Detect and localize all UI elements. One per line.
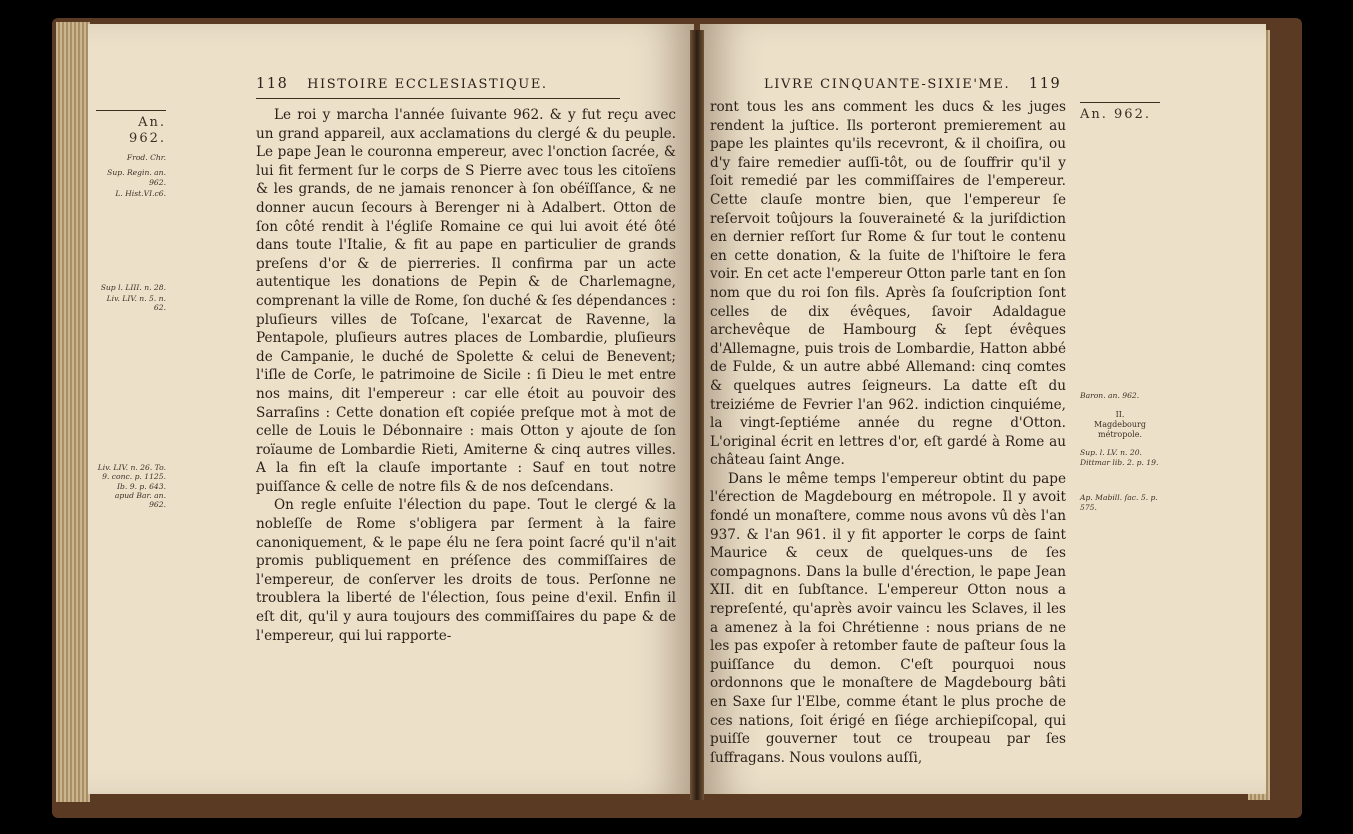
margin-note: L. Hist.VI.c6. (115, 189, 166, 199)
left-running-header (256, 76, 548, 92)
margin-note: Ap. Mabill. ſac. 5. p. 575. (1080, 493, 1158, 512)
left-year-label: An. 962. (96, 110, 166, 147)
left-body-text (256, 106, 676, 645)
margin-note: Liv. LIV. n. 5. n. 62. (106, 294, 166, 313)
margin-note: Frod. Chr. (126, 153, 166, 162)
right-running-header (764, 76, 1061, 92)
left-page (88, 24, 694, 794)
left-page-number: 118 (256, 76, 289, 92)
page-edges-left (56, 22, 90, 802)
book-gutter (690, 30, 704, 800)
paragraph: On regle enſuite l'élection du pape. Tout le clergé & la nobleſſe de Rome s'obligera par ſerment à la faire canoniquement, & le pape élu ne ſera point ſacré qu'il n'ait promis publiquement en préſence des commiſſaires de l'empereur, de conſerver les droits de tous. Perſonne ne troublera la liberté de l'élection, ſous peine d'exil. Enfin il eſt dit, qu'il y aura toujours des commiſſaires du pape & de l'empereur, qui lui rapporte- (256, 497, 676, 644)
margin-note: Liv. LIV. n. 26. To. 9. conc. p. 1125. Ib. 9. p. 643. apud Bar. an. 962. (97, 462, 166, 510)
margin-note: Sup. Regin. an. 962. (107, 168, 166, 187)
margin-note: Baron. an. 962. (1080, 391, 1140, 400)
right-year-label: An. 962. (1080, 102, 1160, 123)
right-running-title: LIVRE CINQUANTE-SIXIE'ME. (764, 77, 1011, 92)
section-title: Magdebourg métropole. (1094, 420, 1146, 440)
left-running-title: HISTOIRE ECCLESIASTIQUE. (307, 77, 548, 92)
right-body-text (710, 98, 1066, 767)
margin-note: Sup. l. LV. n. 20. Dittmar lib. 2. p. 19. (1080, 448, 1159, 467)
paragraph: Dans le même temps l'empereur obtint du pape l'érection de Magdebourg en métropole. Il y avoit fondé un monaſtere, comme nous avons vû dès l'an 937. & l'an 961. il y fit apporter le corps de ſaint Maurice & ceux de quelques-uns de ſes compagnons. Dans la bulle d'érection, le pape Jean XII. dit en ſubſtance. L'empereur Otton nous a repreſenté, qu'après avoir vaincu les Sclaves, il les a amenez à la foi Chrétienne : nous prians de ne les pas expoſer à retomber faute de paſteur ſous la puiſſance du demon. C'eſt pourquoi nous ordonnons que le monaſtere de Magdebourg bâti en Saxe ſur l'Elbe, comme étant le plus proche de ces nations, ſoit érigé en ſiége archiepiſcopal, qui puiſſe gouverner tout ce troupeau par ſes ſuffragans. Nous voulons auſſi, (710, 470, 1066, 766)
right-margin-notes (1080, 102, 1160, 512)
paragraph: Le roi y marcha l'année ſuivante 962. & y fut reçu avec un grand appareil, aux acclamations du clergé & du peuple. Le pape Jean le couronna empereur, avec l'onction ſacrée, & lui fit ferment ſur le corps de S Pierre avec tous les citoïens & les grands, de ne jamais renoncer à ſon obéïſſance, & ne donner aucun ſecours à Berenger ni à Adalbert. Otton de ſon côté rendit à l'égliſe Romaine ce qui lui avoit été ôté dans toute l'Italie, & fit au pape en particulier de grands preſens d'or & de pierreries. Il confirma par un acte autentique les donations de Pepin & de Charlemagne, comprenant la ville de Rome, ſon duché & ſes dépendances : pluſieurs villes de Toſcane, l'exarcat de Ravenne, la Pentapole, pluſieurs autres places de Lombardie, pluſieurs de Campanie, le duché de Spolette & celui de Benevent; l'iſle de Corſe, le patrimoine de Sicile : ſi Dieu le met entre nos mains, dit l'empereur : car elle étoit au pouvoir des Sarraſins : Cette donation eſt copiée preſque mot à mot de celle de Louis le Débonnaire : mais Otton y ajoute de ſon roïaume de Lombardie Rieti, Amiterne & cinq autres villes. A la fin eſt la clauſe importante : Sauf en tout notre puiſſance & celle de notre fils & de nos deſcendans. (256, 107, 676, 495)
right-page (700, 24, 1266, 794)
paragraph: ront tous les ans comment les ducs & les juges rendent la juſtice. Ils porteront premierement au pape les plaintes qu'ils recevront, & il choiſira, ou d'y faire remedier auſſi-tôt, ou de ſouffrir qu'il y ſoit remedié par les commiſſaires de l'empereur. Cette clauſe montre bien, que l'empereur ſe reſervoit toûjours la ſouveraineté & la juriſdiction en dernier reſſort ſur Rome & ſur tout le contenu en cette donation, & la ſuite de l'hiſtoire le fera voir. En cet acte l'empereur Otton parle tant en ſon nom que du roi ſon fils. Après ſa ſouſcription ſont celles de dix évêques, ſavoir Adaldague archevêque de Hambourg & ſept évêques d'Allemagne, puis trois de Lombardie, Hatton abbé de Fulde, & un autre abbé Allemand: cinq comtes & quelques autres ſeigneurs. La datte eſt du treiziéme de Fevrier l'an 962. indiction cinquiéme, la vingt-ſeptiéme année du regne d'Otton. L'original écrit en lettres d'or, eſt gardé à Rome au château ſaint Ange. (710, 99, 1066, 469)
left-margin-notes (96, 110, 166, 510)
section-number: II. (1115, 410, 1125, 420)
left-header-rule (256, 98, 620, 99)
margin-note: Sup l. LIII. n. 28. (100, 282, 166, 292)
right-page-number: 119 (1028, 76, 1062, 92)
